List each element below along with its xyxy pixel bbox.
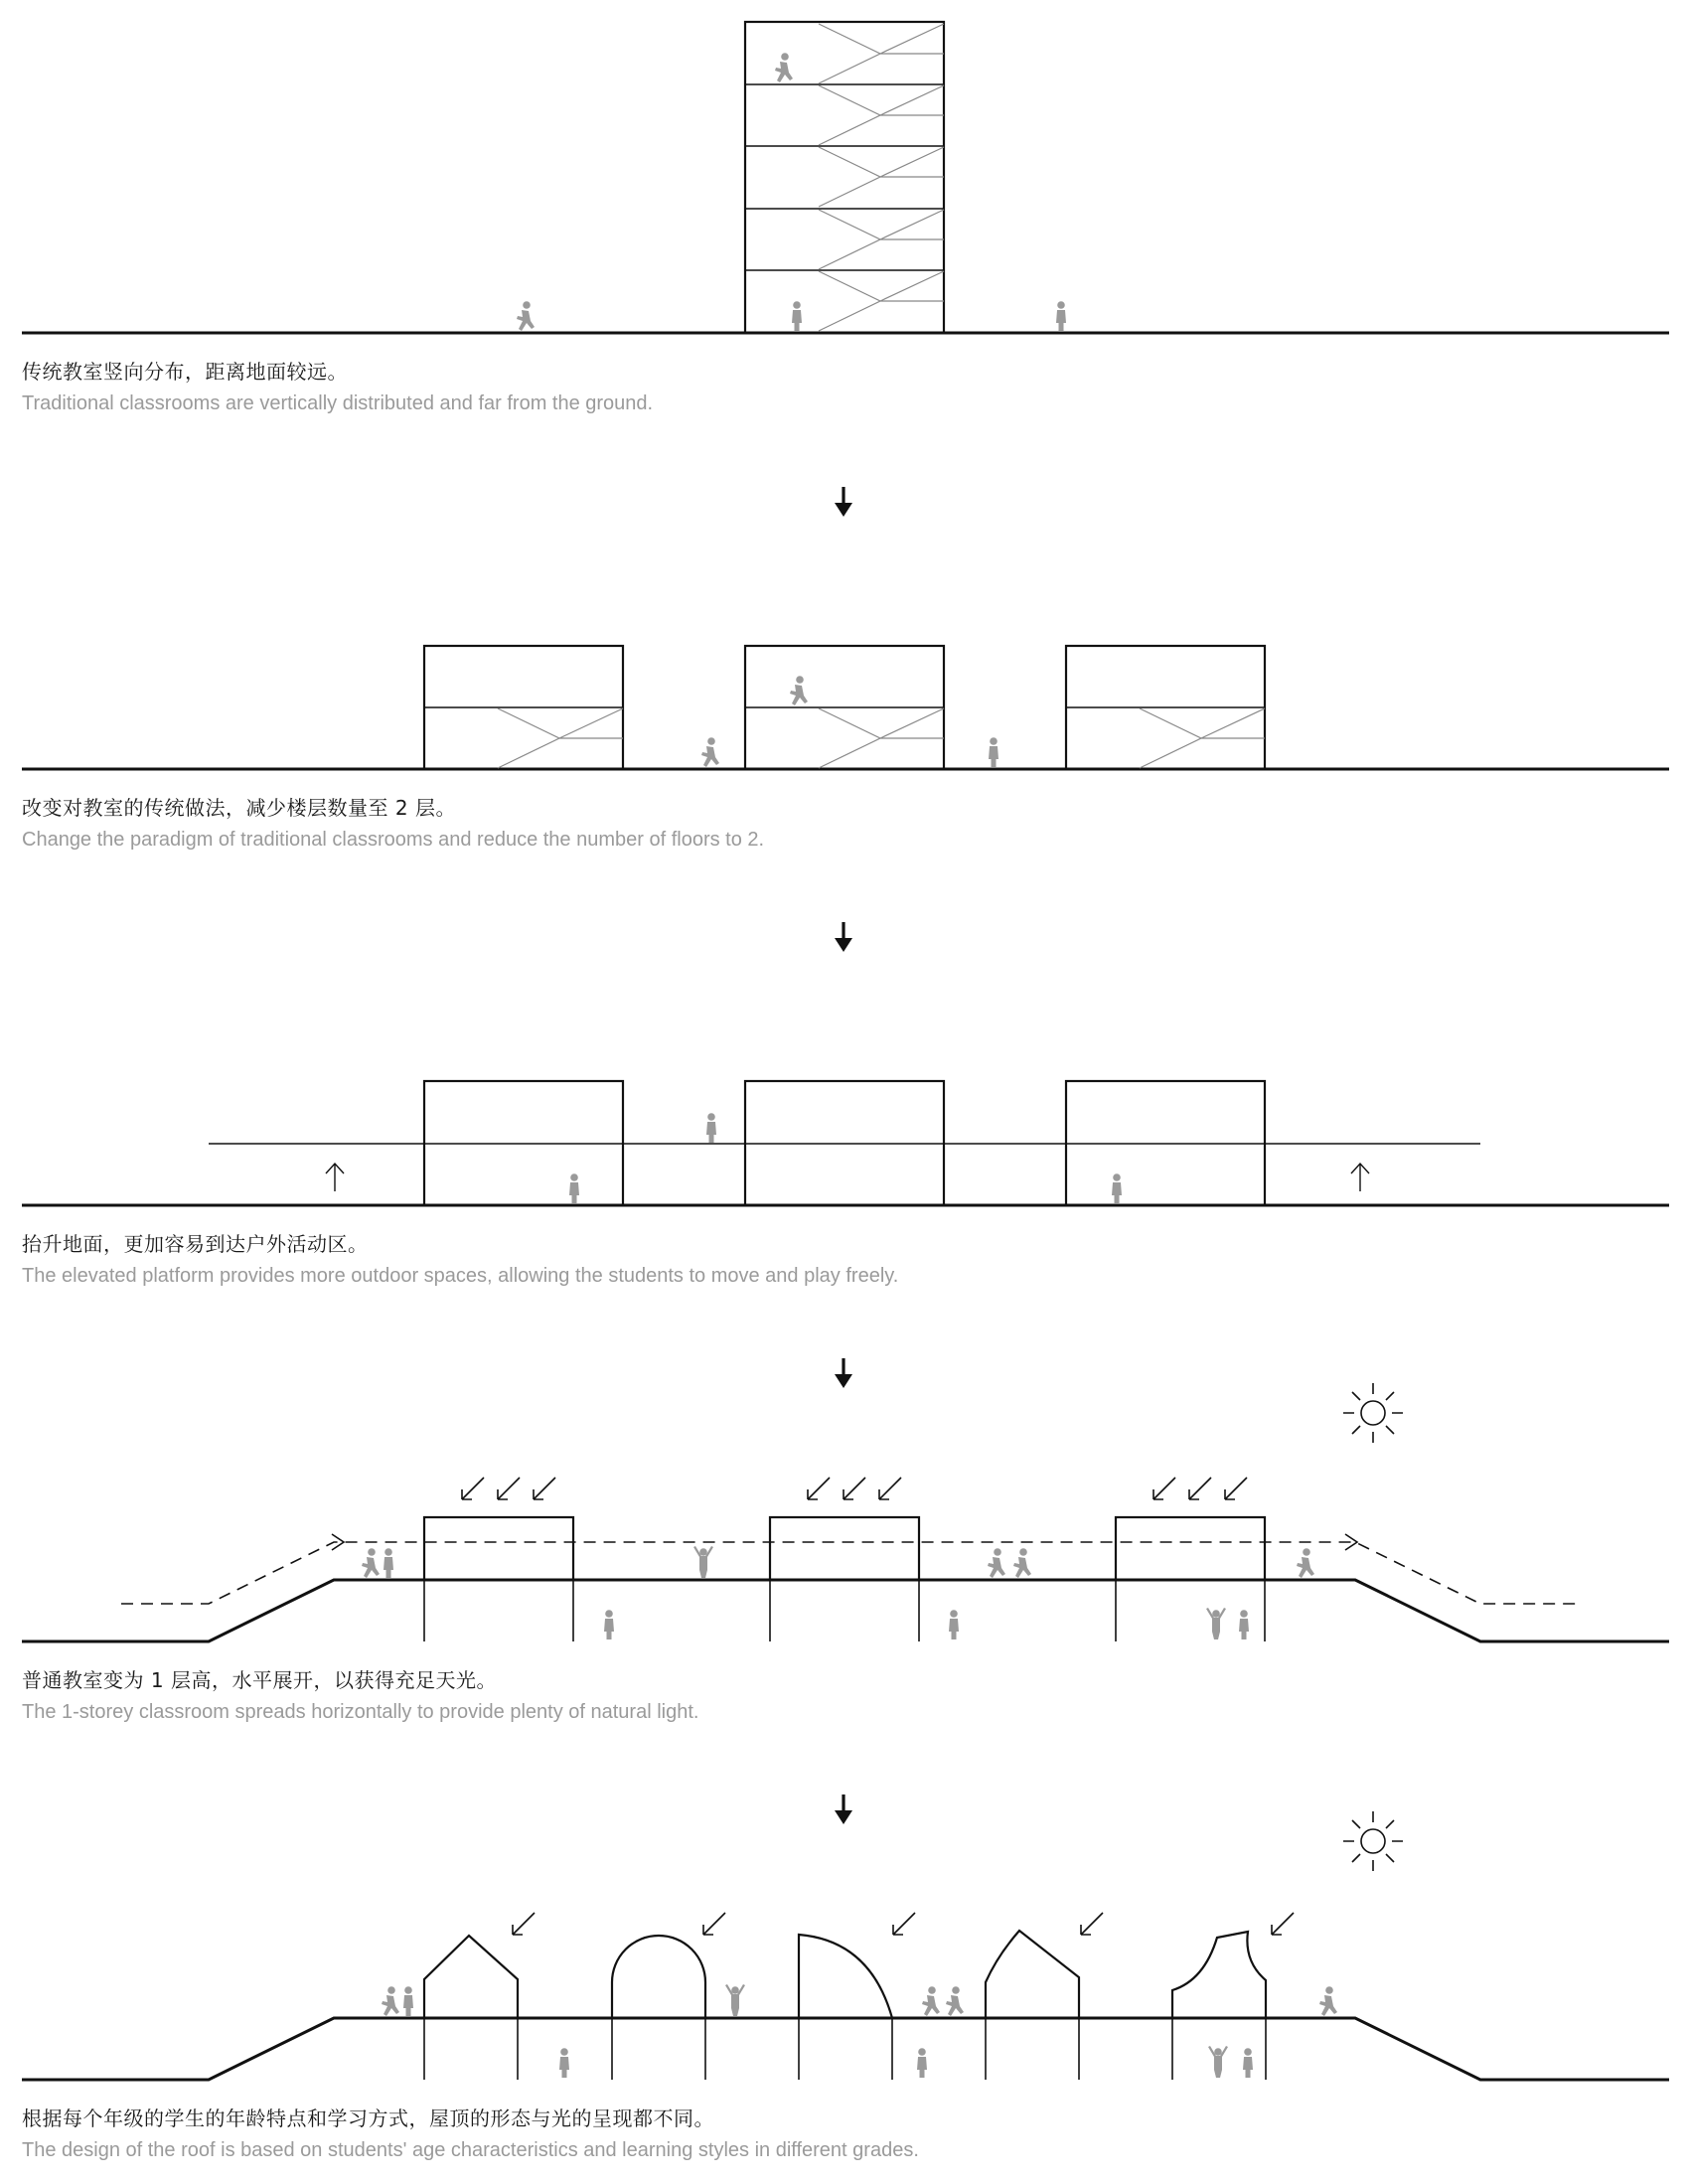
people (362, 1546, 1314, 1639)
caption-en-one-storey: The 1-storey classroom spreads horizontally to provide plenty of natural light. (22, 1701, 699, 1723)
lower-walls (424, 1580, 1265, 1641)
caption-en-two-storey: Change the paradigm of traditional classrooms and reduce the number of floors to 2. (22, 829, 765, 851)
roof-classrooms (424, 1517, 1265, 1580)
down-arrow-icon (835, 922, 852, 952)
caption-cn-roof-design: 根据每个年级的学生的年龄特点和学习方式，屋顶的形态与光的呈现都不同。 (22, 2106, 714, 2130)
caption-cn-traditional: 传统教室竖向分布，距离地面较远。 (22, 360, 348, 384)
panel-traditional (22, 22, 1669, 333)
light-arrows (513, 1913, 1294, 1935)
people (517, 53, 1066, 331)
up-arrow-icon (326, 1164, 344, 1191)
stairs (498, 708, 1265, 768)
panel-elevated-platform (22, 1081, 1669, 1205)
bent-gable-roof (986, 1931, 1079, 2018)
caption-en-elevated-platform: The elevated platform provides more outdoor spaces, allowing the students to move and play freely. (22, 1265, 899, 1287)
up-arrow-icon (1351, 1164, 1369, 1191)
down-arrow-icon (835, 1794, 852, 1824)
down-arrow-icon (835, 1358, 852, 1388)
light-arrows (462, 1478, 1247, 1499)
caption-cn-two-storey: 改变对教室的传统做法，减少楼层数量至 2 层。 (22, 796, 456, 820)
circulation-dashes (121, 1542, 1578, 1604)
caption-cn-one-storey: 普通教室变为 1 层高，水平展开，以获得充足天光。 (22, 1668, 497, 1692)
sun-icon (1343, 1811, 1403, 1871)
roof-shapes (424, 1931, 1266, 2018)
panel-roof-design (22, 1811, 1669, 2080)
sun-icon (1343, 1383, 1403, 1443)
quarter-curve-roof (799, 1935, 892, 2018)
stairs (819, 24, 944, 331)
ground-and-ramp (22, 1580, 1669, 1641)
down-arrow-icon (835, 487, 852, 517)
caption-en-roof-design: The design of the roof is based on students' age characteristics and learning styles in different grades. (22, 2139, 919, 2161)
gable-roof (424, 1936, 518, 2018)
arch-roof (612, 1936, 705, 2018)
panel-one-storey (22, 1383, 1669, 1641)
faceted-roof (1172, 1932, 1266, 2018)
lower-walls (424, 2018, 1266, 2080)
ground-and-ramp (22, 2018, 1669, 2080)
people (569, 1113, 1122, 1203)
panel-two-storey (22, 646, 1669, 769)
people (382, 1984, 1337, 2078)
caption-cn-elevated-platform: 抬升地面，更加容易到达户外活动区。 (22, 1232, 369, 1256)
caption-en-traditional: Traditional classrooms are vertically distributed and far from the ground. (22, 392, 654, 414)
